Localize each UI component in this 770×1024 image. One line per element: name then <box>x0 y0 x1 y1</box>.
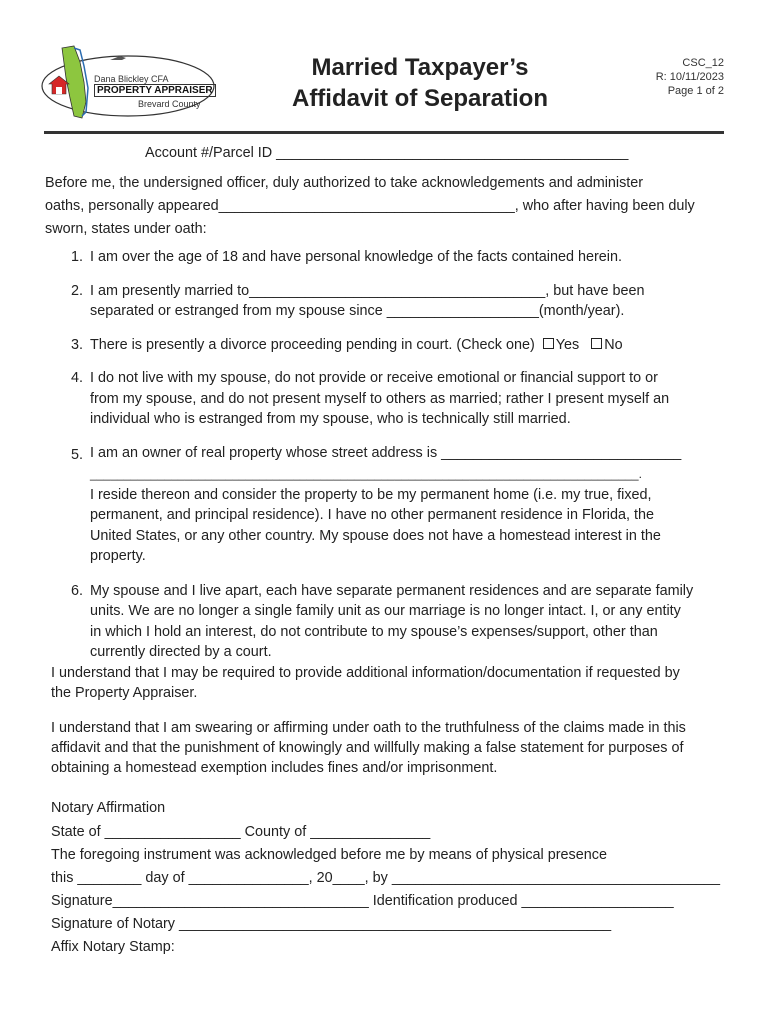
item5-line5: United States, or any other country. My spouse does not have a homestead interest in the <box>90 528 661 544</box>
form-code: CSC_12 <box>682 57 724 69</box>
notary-signature-line[interactable]: Signature________________________________ Identification produced ___________________ <box>51 893 674 909</box>
notary-state-county[interactable]: State of _________________ County of _______________ <box>51 824 431 840</box>
no-label: No <box>604 337 623 353</box>
item6-line1: My spouse and I live apart, each have separate permanent residences and are separate family <box>90 583 694 599</box>
understand1-line1: I understand that I may be required to provide additional information/documentation if requested by <box>51 665 680 681</box>
item4-line3: individual who is estranged from my spouse, who is technically still married. <box>90 411 571 427</box>
understand2-line2: affidavit and that the punishment of knowingly and willfully making a false statement for purposes of <box>51 740 684 756</box>
item5-line4: permanent, and principal residence). I have no other permanent residence in Florida, the <box>90 507 654 523</box>
notary-acknowledged: The foregoing instrument was acknowledged before me by means of physical presence <box>51 847 607 863</box>
yes-label: Yes <box>555 337 580 353</box>
item3-text: There is presently a divorce proceeding pending in court. (Check one) <box>90 337 535 353</box>
item-number-5: 5. <box>71 447 84 463</box>
notary-signature-field[interactable]: Signature of Notary ______________________________________________________ <box>51 916 612 932</box>
logo-name-line2: PROPERTY APPRAISER <box>94 84 216 97</box>
item1-text: I am over the age of 18 and have personal knowledge of the facts contained herein. <box>90 249 623 265</box>
understand2-line3: obtaining a homestead exemption includes fines and/or imprisonment. <box>51 760 498 776</box>
intro-line2[interactable]: oaths, personally appeared_____________________________________, who after having been duly <box>45 198 695 214</box>
item4-line1: I do not live with my spouse, do not provide or receive emotional or financial support to or <box>90 370 658 386</box>
notary-heading: Notary Affirmation <box>51 800 166 816</box>
form-meta <box>656 56 724 98</box>
item5-line3: I reside thereon and consider the property to be my permanent home (i.e. my true, fixed, <box>90 487 652 503</box>
yes-checkbox[interactable] <box>543 338 554 349</box>
notary-stamp-label: Affix Notary Stamp: <box>51 939 175 955</box>
item6-line4: currently directed by a court. <box>90 644 272 660</box>
page-number: Page 1 of 2 <box>667 85 724 97</box>
notary-date-line[interactable]: this ________ day of _______________, 20____, by _________________________________________ <box>51 870 721 886</box>
title-line1: Married Taxpayer’s <box>311 54 529 81</box>
item5-address-line2[interactable]: _________________________________________________________________________________. <box>90 467 643 481</box>
intro-line1: Before me, the undersigned officer, duly authorized to take acknowledgements and administer <box>45 175 644 191</box>
intro-line3: sworn, states under oath: <box>45 221 207 237</box>
item-number-2: 2. <box>71 283 84 299</box>
logo-name-line1: Dana Blickley CFA <box>94 74 169 84</box>
item2-line1[interactable]: I am presently married to_____________________________________, but have been <box>90 283 645 299</box>
item3-line <box>90 335 623 356</box>
item-number-1: 1. <box>71 249 84 265</box>
no-checkbox[interactable] <box>591 338 602 349</box>
revision-date: R: 10/11/2023 <box>655 71 724 83</box>
logo-name-line3: Brevard County <box>138 99 201 109</box>
item-number-3: 3. <box>71 337 84 353</box>
item6-line2: units. We are no longer a single family unit as our marriage is no longer intact. I, or any entity <box>90 603 681 619</box>
header-divider <box>44 131 724 134</box>
item5-line1[interactable]: I am an owner of real property whose street address is ______________________________ <box>90 445 682 461</box>
item-number-4: 4. <box>71 370 84 386</box>
item5-line6: property. <box>90 548 146 564</box>
page-title <box>250 52 590 114</box>
account-parcel-field[interactable]: Account #/Parcel ID ____________________________________________ <box>145 145 629 161</box>
understand2-line1: I understand that I am swearing or affirming under oath to the truthfulness of the claims made in this <box>51 720 686 736</box>
item6-line3: in which I hold an interest, do not contribute to my spouse’s expenses/support, other than <box>90 624 658 640</box>
title-line2: Affidavit of Separation <box>291 85 549 112</box>
item-number-6: 6. <box>71 583 84 599</box>
understand1-line2: the Property Appraiser. <box>51 685 198 701</box>
item2-line2[interactable]: separated or estranged from my spouse since ___________________(month/year). <box>90 303 625 319</box>
item4-line2: from my spouse, and do not present myself to others as married; rather I present myself an <box>90 391 670 407</box>
